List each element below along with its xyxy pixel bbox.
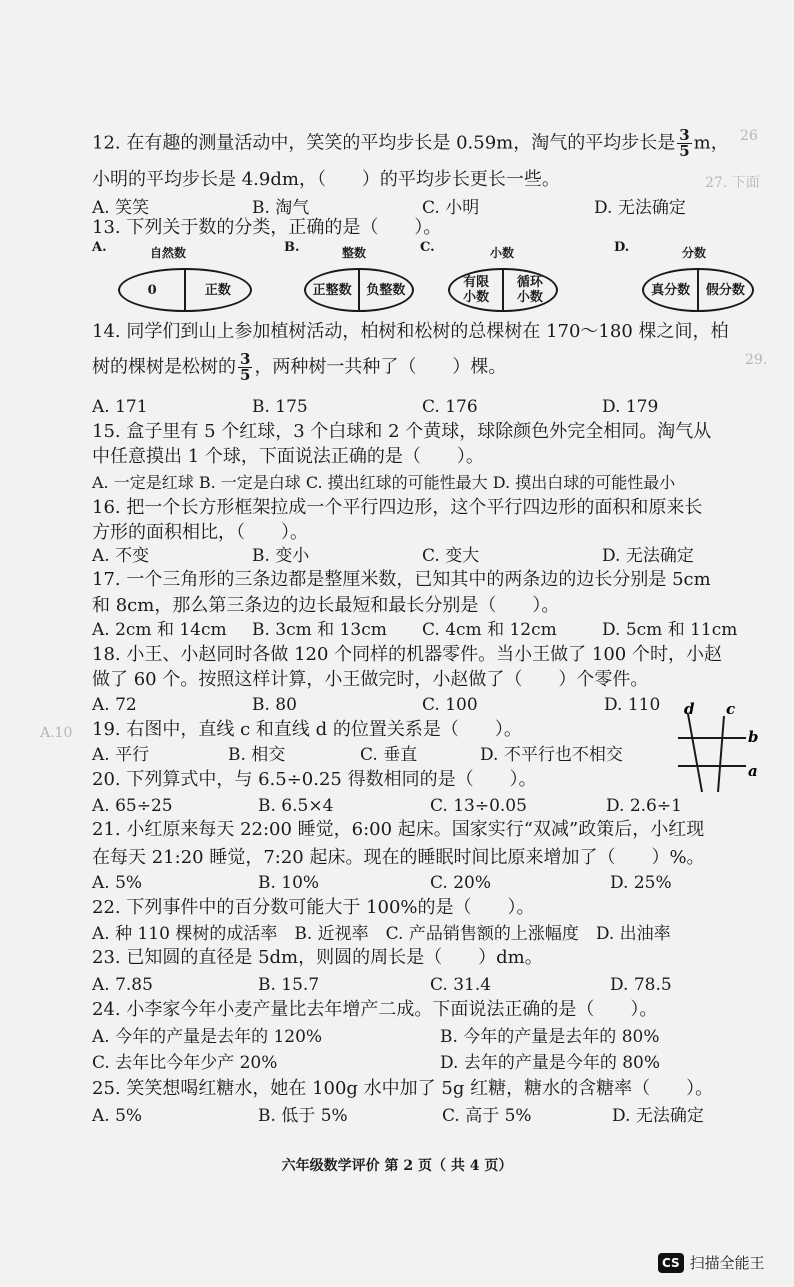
option-b[interactable]: B. 淘气: [252, 198, 310, 218]
venn-oval-c: [448, 268, 558, 312]
option-d[interactable]: D. 无法确定: [594, 198, 686, 218]
option-d[interactable]: D. 179: [602, 397, 659, 417]
option-c[interactable]: C. 变大: [422, 546, 480, 566]
option-a[interactable]: A. 5%: [92, 873, 143, 893]
option-a[interactable]: A. 今年的产量是去年的 120%: [92, 1027, 323, 1047]
page-footer: 六年级数学评价 第 2 页（ 共 4 页）: [281, 1158, 513, 1174]
q16-options: [92, 544, 752, 568]
option-d[interactable]: D. 不平行也不相交: [480, 745, 623, 765]
option-a[interactable]: A. 2cm 和 14cm: [92, 620, 227, 640]
cs-logo-icon: CS: [658, 1253, 684, 1273]
q19-options: [92, 743, 752, 767]
option-d[interactable]: D. 110: [604, 695, 661, 715]
option-c[interactable]: C. 13÷0.05: [430, 796, 527, 816]
q24-text: 24. 小李家今年小麦产量比去年增产二成。下面说法正确的是（ ）。: [92, 999, 658, 1020]
q16-line1: 16. 把一个长方形框架拉成一个平行四边形，这个平行四边形的面积和原来长: [92, 497, 703, 518]
diagram-label: 小数: [490, 246, 515, 260]
watermark-text: 扫描全能王: [689, 1254, 765, 1272]
option-c[interactable]: C. 去年比今年少产 20%: [92, 1053, 278, 1073]
q15-options[interactable]: A. 一定是红球 B. 一定是白球 C. 摸出红球的可能性最大 D. 摸出白球的可能性最小: [92, 473, 676, 492]
q22-text: 22. 下列事件中的百分数可能大于 100%的是（ ）。: [92, 897, 535, 918]
q13-diagrams: [92, 240, 752, 312]
option-c[interactable]: C. 垂直: [360, 745, 418, 765]
q24-options-row2: [92, 1051, 752, 1075]
label-a: a: [748, 762, 758, 780]
option-a[interactable]: A. 72: [92, 695, 137, 715]
oval-left: 0: [147, 282, 157, 298]
fraction: $\frac{3}{5}$: [679, 126, 690, 160]
q22-options[interactable]: A. 种 110 棵树的成活率 B. 近视率 C. 产品销售额的上涨幅度 D. 出油率: [92, 924, 671, 944]
option-d[interactable]: D. 25%: [610, 873, 672, 893]
q25-text: 25. 笑笑想喝红糖水，她在 100g 水中加了 5g 红糖，糖水的含糖率（ ）。: [92, 1078, 714, 1099]
q18-line2: 做了 60 个。按照这样计算，小王做完时，小赵做了（ ）个零件。: [92, 669, 649, 690]
option-c[interactable]: C. 176: [422, 397, 478, 417]
q17-options: [92, 618, 752, 642]
option-a[interactable]: A. 171: [92, 397, 148, 417]
q24-options-row1: [92, 1025, 752, 1049]
q18-line1: 18. 小王、小赵同时各做 120 个同样的机器零件。当小王做了 100 个时，小赵: [92, 644, 722, 665]
label-d: d: [684, 700, 695, 718]
option-a[interactable]: A. 不变: [92, 546, 150, 566]
diagram-label: 分数: [682, 246, 707, 260]
oval-right: 负整数: [366, 282, 406, 298]
scanner-watermark: [658, 1252, 765, 1273]
q21-options: [92, 871, 752, 895]
q23-options: [92, 973, 752, 997]
oval-left: 正整数: [312, 282, 352, 298]
option-c[interactable]: C. 4cm 和 12cm: [422, 620, 557, 640]
option-b[interactable]: B. 今年的产量是去年的 80%: [440, 1027, 660, 1047]
diagram-label: 整数: [342, 246, 367, 260]
q21-line2: 在每天 21:20 睡觉，7:20 起床。现在的睡眠时间比原来增加了（ ）%。: [92, 847, 705, 868]
q20-options: [92, 794, 752, 818]
option-a[interactable]: A. 7.85: [92, 975, 153, 995]
option-c[interactable]: C. 高于 5%: [442, 1106, 532, 1126]
option-b[interactable]: B. 15.7: [258, 975, 320, 995]
q17-line1: 17. 一个三角形的三条边都是整厘米数，已知其中的两条边的边长分别是 5cm: [92, 569, 711, 590]
q12-line2: 小明的平均步长是 4.9dm，（ ）的平均步长更长一些。: [92, 169, 560, 190]
venn-oval-d: [642, 268, 754, 312]
option-b[interactable]: B. 低于 5%: [258, 1106, 348, 1126]
diagram-label: 自然数: [150, 246, 187, 260]
label-b: b: [748, 728, 759, 746]
diagram-letter[interactable]: D.: [614, 240, 630, 255]
q15-line2: 中任意摸出 1 个球，下面说法正确的是（ ）。: [92, 446, 484, 467]
q25-options: [92, 1104, 752, 1128]
option-d[interactable]: D. 5cm 和 11cm: [602, 620, 738, 640]
option-d[interactable]: D. 无法确定: [602, 546, 694, 566]
oval-left: 真分数: [651, 282, 691, 298]
option-b[interactable]: B. 3cm 和 13cm: [252, 620, 387, 640]
venn-oval-b: [304, 268, 414, 312]
option-a[interactable]: A. 65÷25: [92, 796, 173, 816]
q13-text: 13. 下列关于数的分类，正确的是（ ）。: [92, 217, 442, 238]
option-c[interactable]: C. 20%: [430, 873, 491, 893]
option-b[interactable]: B. 相交: [228, 745, 286, 765]
q19-text: 19. 右图中，直线 c 和直线 d 的位置关系是（ ）。: [92, 719, 522, 740]
option-d[interactable]: D. 去年的产量是今年的 80%: [440, 1053, 661, 1073]
option-d[interactable]: D. 无法确定: [612, 1106, 704, 1126]
option-c[interactable]: C. 31.4: [430, 975, 492, 995]
q20-text: 20. 下列算式中，与 6.5÷0.25 得数相同的是（ ）。: [92, 769, 537, 790]
option-c[interactable]: C. 小明: [422, 198, 480, 218]
option-d[interactable]: D. 78.5: [610, 975, 672, 995]
diagram-letter[interactable]: B.: [284, 240, 300, 255]
q14-line2: 树的棵树是松树的 $\frac{3}{5}$ ，两种树一共种了（ ）棵。: [92, 350, 507, 384]
oval-right: 假分数: [705, 282, 745, 298]
oval-left: 有限 小数: [463, 275, 490, 305]
q16-line2: 方形的面积相比，（ ）。: [92, 522, 308, 543]
q17-line2: 和 8cm，那么第三条边的边长最短和最长分别是（ ）。: [92, 595, 560, 616]
option-b[interactable]: B. 175: [252, 397, 308, 417]
fraction: $\frac{3}{5}$: [240, 350, 251, 384]
label-c: c: [726, 700, 736, 718]
q21-line1: 21. 小红原来每天 22:00 睡觉，6:00 起床。国家实行“双减”政策后，小红现: [92, 819, 705, 840]
venn-oval-a: [118, 268, 252, 312]
option-a[interactable]: A. 5%: [92, 1106, 143, 1126]
q18-options: [92, 693, 752, 717]
q23-text: 23. 已知圆的直径是 5dm，则圆的周长是（ ）dm。: [92, 947, 543, 968]
diagram-letter[interactable]: A.: [92, 240, 107, 255]
option-a[interactable]: A. 笑笑: [92, 198, 150, 218]
option-b[interactable]: B. 10%: [258, 873, 320, 893]
q15-line1: 15. 盒子里有 5 个红球，3 个白球和 2 个黄球，球除颜色外完全相同。淘气从: [92, 421, 712, 442]
option-b[interactable]: B. 变小: [252, 546, 310, 566]
option-a[interactable]: A. 平行: [92, 745, 150, 765]
q12-line1: 12. 在有趣的测量活动中，笑笑的平均步长是 0.59m，淘气的平均步长是 $\frac{3}{5}$ m，: [92, 126, 729, 160]
q14-line1: 14. 同学们到山上参加植树活动，柏树和松树的总棵树在 170～180 棵之间，柏: [92, 321, 729, 342]
q14-options: [92, 395, 752, 419]
oval-right: 正数: [204, 282, 231, 298]
oval-right: 循环 小数: [516, 275, 543, 305]
option-b[interactable]: B. 6.5×4: [258, 796, 334, 816]
option-c[interactable]: C. 100: [422, 695, 478, 715]
diagram-letter[interactable]: C.: [420, 240, 435, 255]
option-b[interactable]: B. 80: [252, 695, 297, 715]
option-d[interactable]: D. 2.6÷1: [606, 796, 682, 816]
